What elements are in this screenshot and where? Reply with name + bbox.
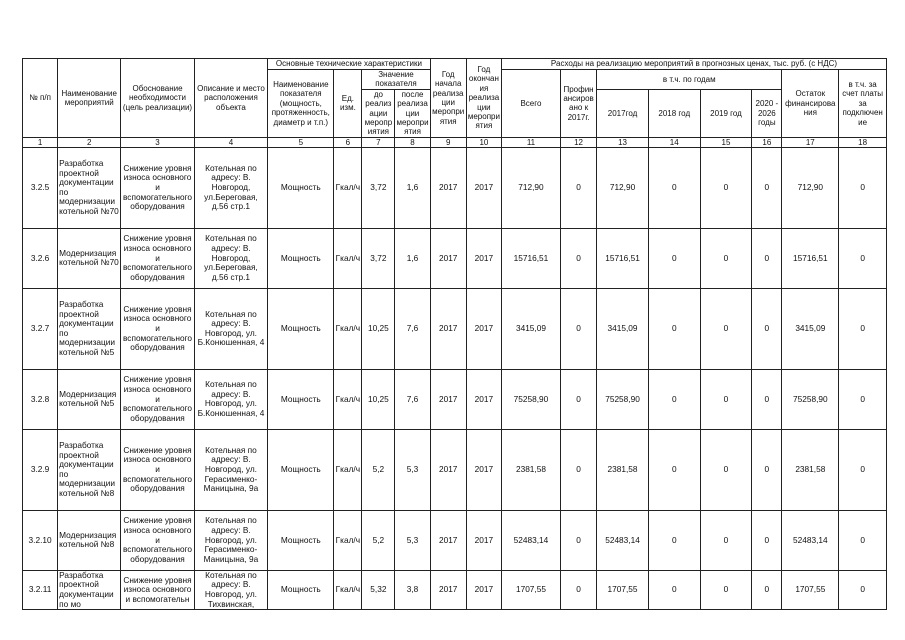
row-number: 3.2.9 [23,429,58,510]
cost-remainder: 15716,51 [782,228,839,288]
value-after: 7,6 [395,288,430,369]
cost-2018: 0 [648,147,700,228]
investment-program-table-page [22,58,887,640]
cost-2020-2026: 0 [752,288,782,369]
object-location: Котельная по адресу: В. Новгород, ул.Береговая, д.56 стр.1 [194,228,267,288]
indicator-name: Мощность [268,369,334,429]
object-location: Котельная по адресу: В. Новгород, ул. Герасименко-Маницына, 9а [194,510,267,570]
value-before: 10,25 [362,288,395,369]
header-name: Наименование мероприятий [58,59,121,138]
header-remainder: Остаток финансирования [782,70,839,138]
cost-total: 52483,14 [501,510,560,570]
indicator-name: Мощность [268,429,334,510]
year-start: 2017 [430,570,466,609]
object-location: Котельная по адресу: В. Новгород, ул.Береговая, д.56 стр.1 [194,147,267,228]
cost-2017: 15716,51 [597,228,649,288]
table-row [23,147,887,228]
column-number: 6 [334,137,362,147]
column-number: 1 [23,137,58,147]
cost-total: 15716,51 [501,228,560,288]
year-start: 2017 [430,369,466,429]
cost-2018: 0 [648,510,700,570]
cost-financed: 0 [560,147,596,228]
column-number: 17 [782,137,839,147]
column-number: 4 [194,137,267,147]
cost-2017: 75258,90 [597,369,649,429]
header-before: до реализации мероприятия [362,89,395,137]
cost-financed: 0 [560,510,596,570]
object-location: Котельная по адресу: В. Новгород, ул. Б.Конюшенная, 4 [194,369,267,429]
header-after: после реализации мероприятия [396,89,429,137]
column-number: 12 [560,137,596,147]
cost-remainder: 2381,58 [782,429,839,510]
measure-reason: Снижение уровня износа основного и вспомогательн [121,570,194,609]
measure-name: Модернизация котельной №70 [58,228,121,288]
table-row [23,228,887,288]
value-before: 10,25 [362,369,395,429]
unit: Гкал/ч [334,288,362,369]
indicator-name: Мощность [268,288,334,369]
cost-2020-2026: 0 [752,369,782,429]
column-number: 9 [430,137,466,147]
cost-total: 1707,55 [501,570,560,609]
cost-2018: 0 [648,369,700,429]
header-fee: в т.ч. за счет платы за подключение [839,70,887,138]
year-start: 2017 [430,288,466,369]
header-total: Всего [501,70,560,138]
indicator-name: Мощность [268,147,334,228]
value-before: 3,72 [362,147,395,228]
column-number: 13 [597,137,649,147]
value-before: 5,32 [362,570,395,609]
cost-financed: 0 [560,288,596,369]
unit: Гкал/ч [334,369,362,429]
cost-remainder: 712,90 [782,147,839,228]
year-end: 2017 [466,288,501,369]
measure-reason: Снижение уровня износа основного и вспомогательного оборудования [121,228,194,288]
measure-name: Разработка проектной документации по модернизации котельной №70 [58,147,121,228]
measure-reason: Снижение уровня износа основного и вспомогательного оборудования [121,288,194,369]
cost-financed: 0 [560,570,596,609]
header-year-end: Год окончания реализации мероприятия [466,59,501,138]
table-row [23,510,887,570]
unit: Гкал/ч [334,429,362,510]
unit: Гкал/ч [334,510,362,570]
table-row [23,369,887,429]
cost-total: 2381,58 [501,429,560,510]
column-number: 3 [121,137,194,147]
year-end: 2017 [466,228,501,288]
header-year-start: Год начала реализации мероприятия [430,59,466,138]
header-2020-2026: 2020 - 2026 годы [752,89,782,137]
column-number: 5 [268,137,334,147]
indicator-name: Мощность [268,570,334,609]
value-before: 5,2 [362,510,395,570]
cost-connection-fee: 0 [839,147,887,228]
cost-connection-fee: 0 [839,429,887,510]
column-number: 8 [395,137,430,147]
cost-total: 712,90 [501,147,560,228]
cost-financed: 0 [560,369,596,429]
header-2019: 2019 год [700,89,752,137]
cost-2019: 0 [700,288,752,369]
value-after: 1,6 [395,147,430,228]
cost-2019: 0 [700,510,752,570]
row-number: 3.2.6 [23,228,58,288]
measure-name: Модернизация котельной №8 [58,510,121,570]
cost-2019: 0 [700,228,752,288]
column-number: 11 [501,137,560,147]
object-location: Котельная по адресу: В. Новгород, ул. Б.Конюшенная, 4 [194,288,267,369]
object-location: Котельная по адресу: В. Новгород, ул. Тихвинская, [194,570,267,609]
column-number: 15 [700,137,752,147]
cost-2019: 0 [700,147,752,228]
cost-total: 75258,90 [501,369,560,429]
table-row [23,288,887,369]
cost-2019: 0 [700,570,752,609]
column-number: 14 [648,137,700,147]
header-tech-group: Основные технические характеристики [268,59,430,70]
cost-2019: 0 [700,369,752,429]
value-after: 7,6 [395,369,430,429]
table-row [23,429,887,510]
measure-name: Модернизация котельной №5 [58,369,121,429]
cost-remainder: 3415,09 [782,288,839,369]
indicator-name: Мощность [268,228,334,288]
cost-2018: 0 [648,429,700,510]
cost-connection-fee: 0 [839,228,887,288]
cost-remainder: 1707,55 [782,570,839,609]
year-end: 2017 [466,510,501,570]
cost-2017: 712,90 [597,147,649,228]
value-after: 5,3 [395,510,430,570]
column-number: 7 [362,137,395,147]
measure-reason: Снижение уровня износа основного и вспомогательного оборудования [121,429,194,510]
cost-connection-fee: 0 [839,369,887,429]
year-end: 2017 [466,429,501,510]
cost-2018: 0 [648,288,700,369]
header-financed: Профинансировано к 2017г. [560,70,596,138]
cost-2017: 52483,14 [597,510,649,570]
measure-name: Разработка проектной документации по мо [58,570,121,609]
cost-connection-fee: 0 [839,288,887,369]
column-numbers-row [23,137,887,147]
row-number: 3.2.8 [23,369,58,429]
table-body [23,147,887,609]
year-start: 2017 [430,429,466,510]
column-number: 18 [839,137,887,147]
object-location: Котельная по адресу: В. Новгород, ул. Герасименко-Маницына, 9а [194,429,267,510]
cost-remainder: 75258,90 [782,369,839,429]
unit: Гкал/ч [334,228,362,288]
unit: Гкал/ч [334,570,362,609]
year-end: 2017 [466,369,501,429]
cost-financed: 0 [560,429,596,510]
header-reason: Обоснование необходимости (цель реализации) [121,59,194,138]
row-number: 3.2.11 [23,570,58,609]
cost-2020-2026: 0 [752,147,782,228]
cost-2018: 0 [648,228,700,288]
row-number: 3.2.7 [23,288,58,369]
year-end: 2017 [466,570,501,609]
measure-name: Разработка проектной документации по модернизации котельной №5 [58,288,121,369]
year-start: 2017 [430,510,466,570]
column-number: 2 [58,137,121,147]
year-start: 2017 [430,147,466,228]
value-after: 5,3 [395,429,430,510]
header-location: Описание и место расположения объекта [194,59,267,138]
value-before: 3,72 [362,228,395,288]
header-value-group: Значение показателя [362,70,430,90]
measure-reason: Снижение уровня износа основного и вспомогательного оборудования [121,510,194,570]
header-years-group: в т.ч. по годам [597,70,782,90]
header-costs-group: Расходы на реализацию мероприятий в прогнозных ценах, тыс. руб. (с НДС) [501,59,886,70]
cost-remainder: 52483,14 [782,510,839,570]
cost-2020-2026: 0 [752,570,782,609]
cost-2017: 1707,55 [597,570,649,609]
cost-2017: 2381,58 [597,429,649,510]
row-number: 3.2.5 [23,147,58,228]
cost-financed: 0 [560,228,596,288]
cost-2020-2026: 0 [752,228,782,288]
measure-reason: Снижение уровня износа основного и вспомогательного оборудования [121,369,194,429]
header-indicator: Наименование показателя (мощность, протяженность, диаметр и т.п.) [268,70,334,138]
value-after: 1,6 [395,228,430,288]
cost-connection-fee: 0 [839,510,887,570]
measure-reason: Снижение уровня износа основного и вспомогательного оборудования [121,147,194,228]
cost-2020-2026: 0 [752,510,782,570]
header-unit: Ед. изм. [334,70,362,138]
row-number: 3.2.10 [23,510,58,570]
header-2018: 2018 год [648,89,700,137]
year-start: 2017 [430,228,466,288]
cost-connection-fee: 0 [839,570,887,609]
year-end: 2017 [466,147,501,228]
indicator-name: Мощность [268,510,334,570]
cost-2019: 0 [700,429,752,510]
table-row [23,570,887,609]
cost-2020-2026: 0 [752,429,782,510]
column-number: 16 [752,137,782,147]
unit: Гкал/ч [334,147,362,228]
value-before: 5,2 [362,429,395,510]
cost-total: 3415,09 [501,288,560,369]
value-after: 3,8 [395,570,430,609]
cost-2018: 0 [648,570,700,609]
measures-table [22,58,887,610]
cost-2017: 3415,09 [597,288,649,369]
measure-name: Разработка проектной документации по модернизации котельной №8 [58,429,121,510]
column-number: 10 [466,137,501,147]
header-2017: 2017год [597,89,649,137]
header-number: № п/п [23,59,58,138]
